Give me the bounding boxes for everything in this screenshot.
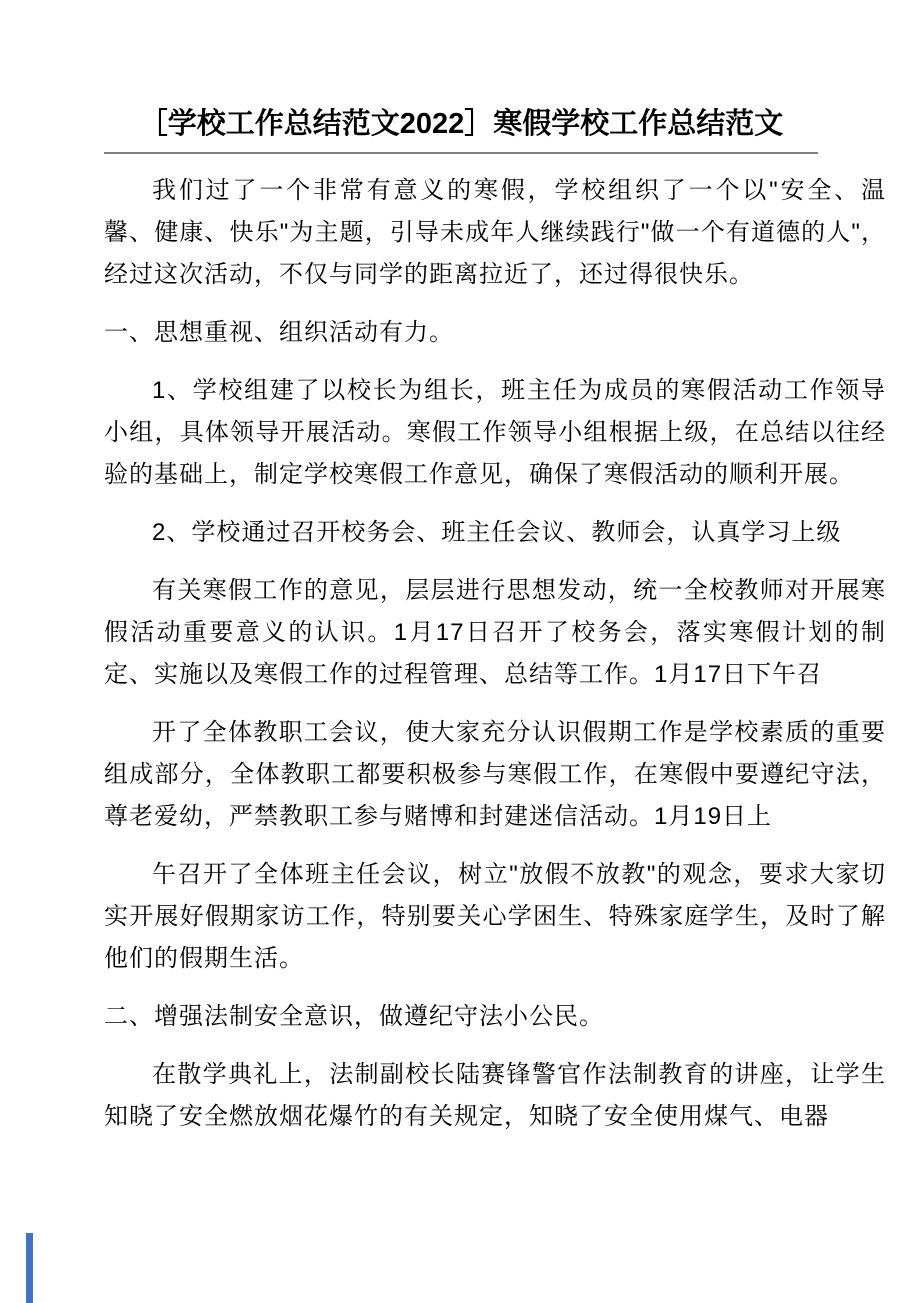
document-body: [104, 170, 886, 1138]
page-bottom-marker: [26, 1233, 33, 1303]
paragraph: 我们过了一个非常有意义的寒假，学校组织了一个以"安全、温馨、健康、快乐"为主题，引导未成年人继续践行"做一个有道德的人"，经过这次活动，不仅与同学的距离拉近了，还过得很快乐。: [104, 177, 886, 288]
document-page: [104, 106, 886, 1154]
paragraph: 2、学校通过召开校务会、班主任会议、教师会，认真学习上级: [152, 519, 842, 546]
paragraph: 有关寒假工作的意见，层层进行思想发动，统一全校教师对开展寒假活动重要意义的认识。1月17日召开了校务会，落实寒假计划的制定、实施以及寒假工作的过程管理、总结等工作。1月17日下午召: [104, 577, 886, 688]
section-heading: 一、思想重视、组织活动有力。: [104, 319, 454, 346]
title-block: [104, 106, 818, 154]
title-underline: [104, 152, 818, 154]
paragraph: 在散学典礼上，法制副校长陆赛锋警官作法制教育的讲座，让学生知晓了安全燃放烟花爆竹的有关规定，知晓了安全使用煤气、电器: [104, 1061, 886, 1130]
paragraph: 午召开了全体班主任会议，树立"放假不放教"的观念，要求大家切实开展好假期家访工作，特别要关心学困生、特殊家庭学生，及时了解他们的假期生活。: [104, 861, 886, 972]
paragraph: 1、学校组建了以校长为组长，班主任为成员的寒假活动工作领导小组，具体领导开展活动。寒假工作领导小组根据上级，在总结以往经验的基础上，制定学校寒假工作意见，确保了寒假活动的顺利开展。: [104, 377, 886, 488]
section-heading: 二、增强法制安全意识，做遵纪守法小公民。: [104, 1003, 604, 1030]
document-title: ［学校工作总结范文2022］寒假学校工作总结范文: [138, 108, 784, 140]
paragraph: 开了全体教职工会议，使大家充分认识假期工作是学校素质的重要组成部分，全体教职工都要积极参与寒假工作，在寒假中要遵纪守法，尊老爱幼，严禁教职工参与赌博和封建迷信活动。1月19日上: [104, 719, 886, 830]
